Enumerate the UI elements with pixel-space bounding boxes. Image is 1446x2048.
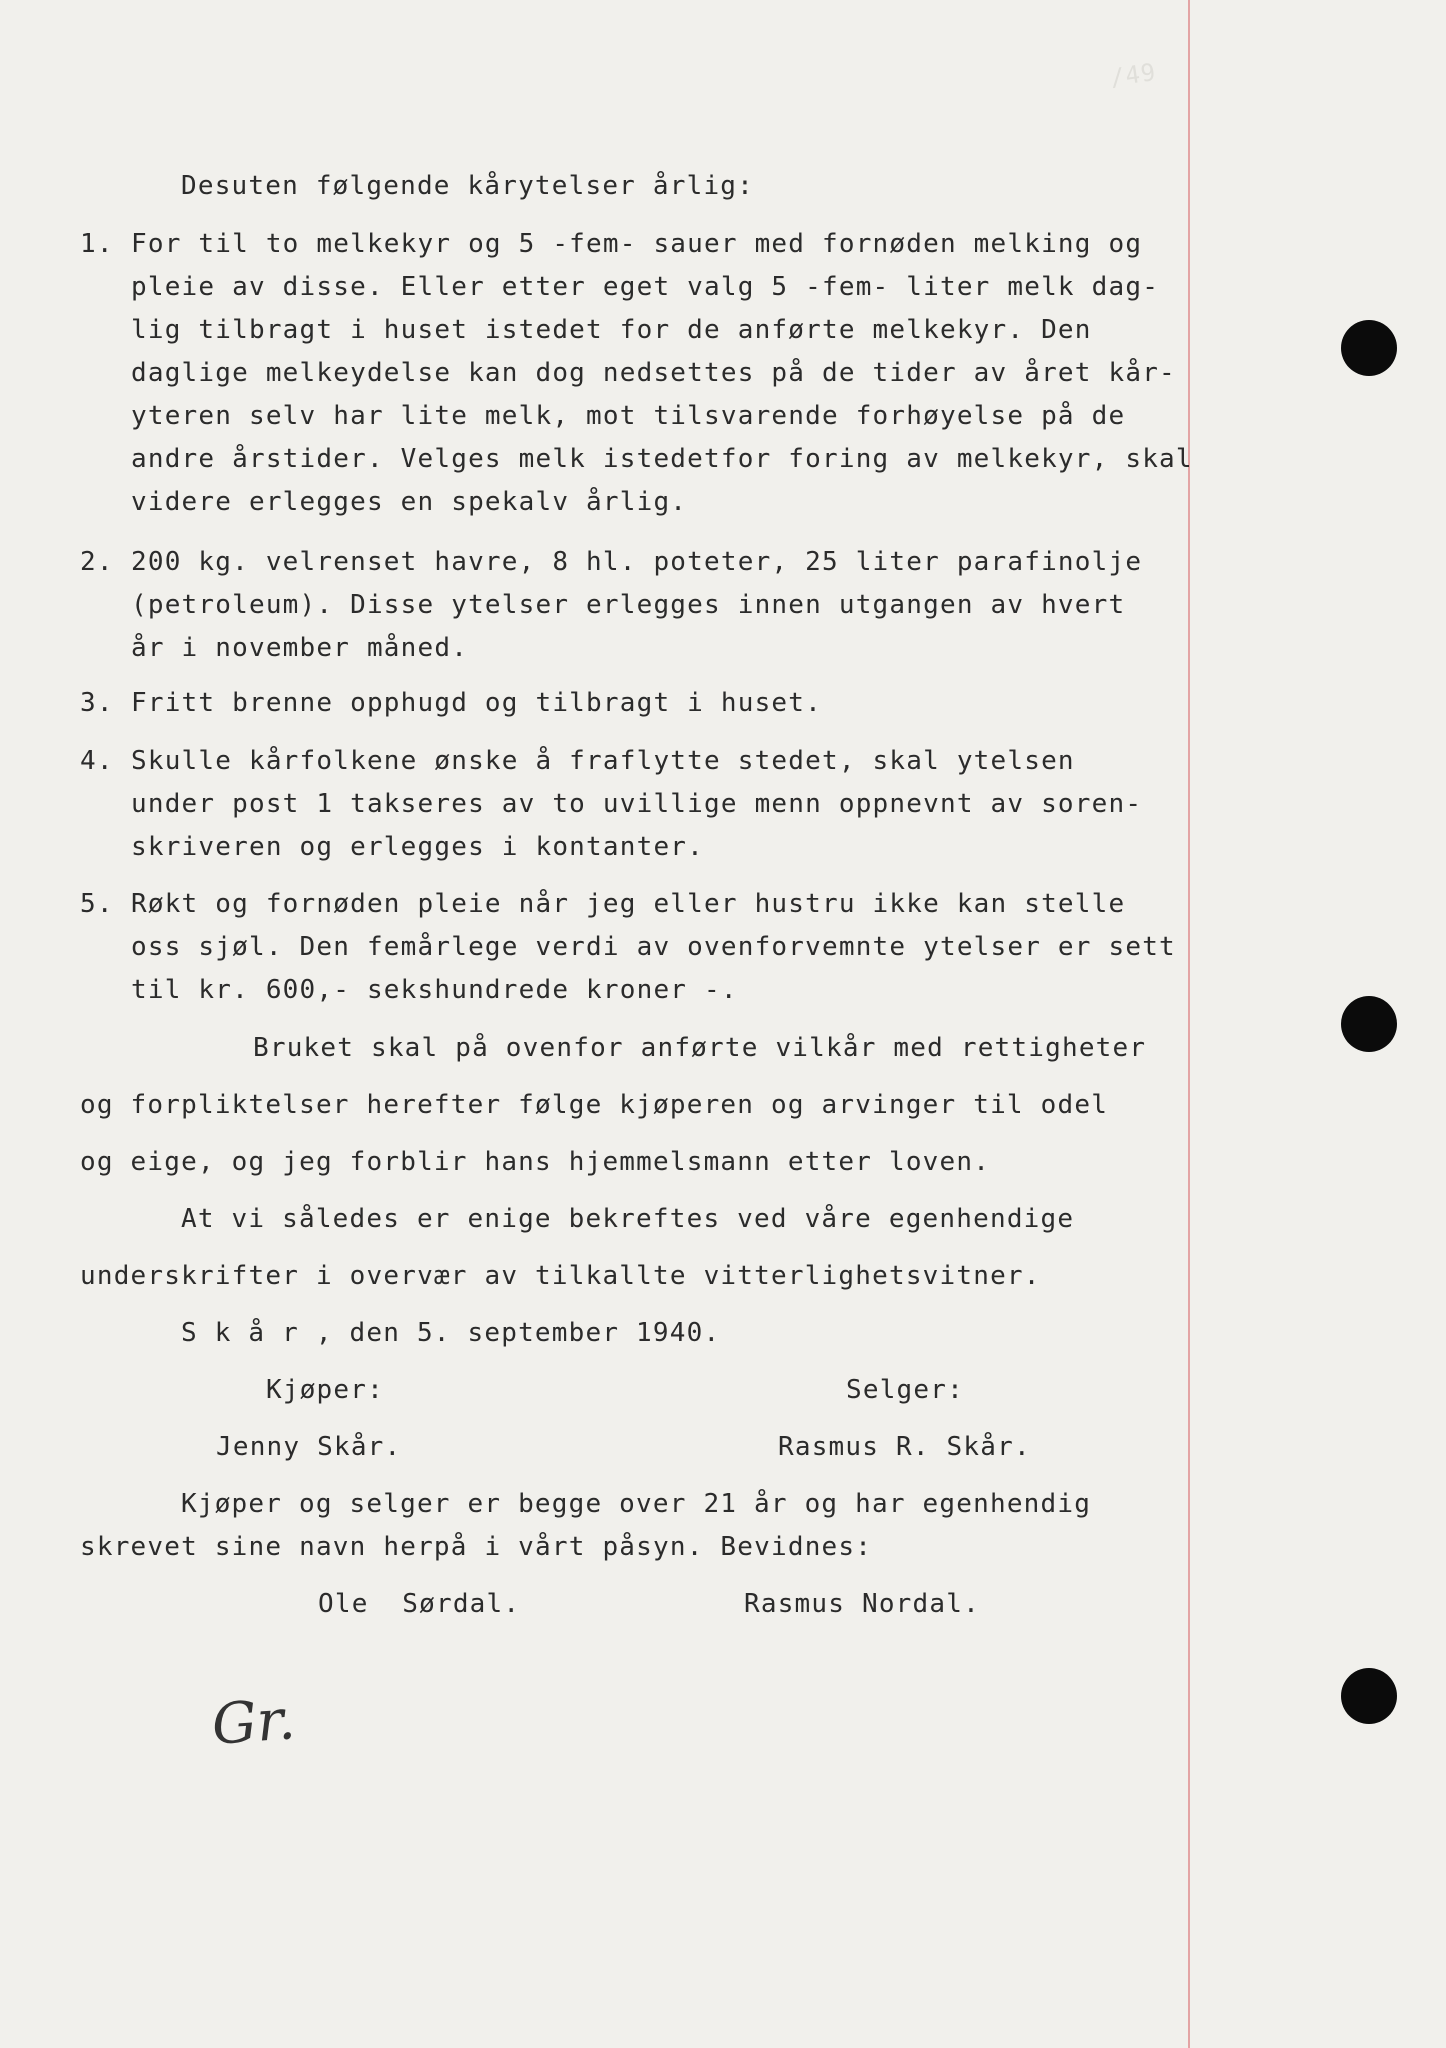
item-line: under post 1 takseres av to uvillige menn oppnevnt av soren- <box>131 789 1143 819</box>
paragraph-line: underskrifter i overvær av tilkallte vitterlighetsvitner. <box>80 1261 1041 1291</box>
item-line: videre erlegges en spekalv årlig. <box>131 487 688 517</box>
page-mark: /49 <box>1108 57 1159 93</box>
witness-name: Ole Sørdal. <box>318 1589 521 1619</box>
item-line: Skulle kårfolkene ønske å fraflytte stedet, skal ytelsen <box>131 746 1075 776</box>
item-line: andre årstider. Velges melk istedetfor foring av melkekyr, skal <box>131 444 1193 474</box>
place-date: S k å r , den 5. september 1940. <box>181 1318 721 1348</box>
item-line: skriveren og erlegges i kontanter. <box>131 832 705 862</box>
red-margin-line <box>1188 0 1190 2048</box>
item-number: 4. <box>80 746 114 776</box>
witness-name: Rasmus Nordal. <box>744 1589 980 1619</box>
item-line: daglige melkeydelse kan dog nedsettes på de tider av året kår- <box>131 358 1176 388</box>
item-line: 200 kg. velrenset havre, 8 hl. poteter, 25 liter parafinolje <box>131 547 1143 577</box>
paragraph-line: Bruket skal på ovenfor anførte vilkår med rettigheter <box>253 1033 1147 1063</box>
paragraph-line: skrevet sine navn herpå i vårt påsyn. Bevidnes: <box>80 1532 873 1562</box>
paragraph-line: At vi således er enige bekreftes ved våre egenhendige <box>181 1204 1075 1234</box>
paragraph-line: og forpliktelser herefter følge kjøperen og arvinger til odel <box>80 1090 1109 1120</box>
punch-hole <box>1341 1668 1397 1724</box>
item-line: år i november måned. <box>131 633 469 663</box>
item-number: 2. <box>80 547 114 577</box>
item-line: Røkt og fornøden pleie når jeg eller hustru ikke kan stelle <box>131 889 1126 919</box>
item-line: yteren selv har lite melk, mot tilsvarende forhøyelse på de <box>131 401 1126 431</box>
item-number: 1. <box>80 229 114 259</box>
item-line: Fritt brenne opphugd og tilbragt i huset. <box>131 688 822 718</box>
item-line: pleie av disse. Eller etter eget valg 5 -fem- liter melk dag- <box>131 272 1160 302</box>
buyer-label: Kjøper: <box>266 1375 384 1405</box>
item-number: 3. <box>80 688 114 718</box>
seller-name: Rasmus R. Skår. <box>778 1432 1031 1462</box>
punch-hole <box>1341 996 1397 1052</box>
item-line: oss sjøl. Den femårlege verdi av ovenforvemnte ytelser er sett <box>131 932 1176 962</box>
seller-label: Selger: <box>846 1375 964 1405</box>
buyer-name: Jenny Skår. <box>216 1432 402 1462</box>
handwritten-initials: Gr. <box>209 1687 298 1758</box>
punch-hole <box>1341 320 1397 376</box>
item-line: til kr. 600,- sekshundrede kroner -. <box>131 975 738 1005</box>
item-line: For til to melkekyr og 5 -fem- sauer med fornøden melking og <box>131 229 1143 259</box>
item-number: 5. <box>80 889 114 919</box>
item-line: (petroleum). Disse ytelser erlegges innen utgangen av hvert <box>131 590 1126 620</box>
paragraph-line: og eige, og jeg forblir hans hjemmelsmann etter loven. <box>80 1147 991 1177</box>
paragraph-line: Kjøper og selger er begge over 21 år og har egenhendig <box>181 1489 1092 1519</box>
item-line: lig tilbragt i huset istedet for de anførte melkekyr. Den <box>131 315 1092 345</box>
intro-line: Desuten følgende kårytelser årlig: <box>181 171 755 201</box>
